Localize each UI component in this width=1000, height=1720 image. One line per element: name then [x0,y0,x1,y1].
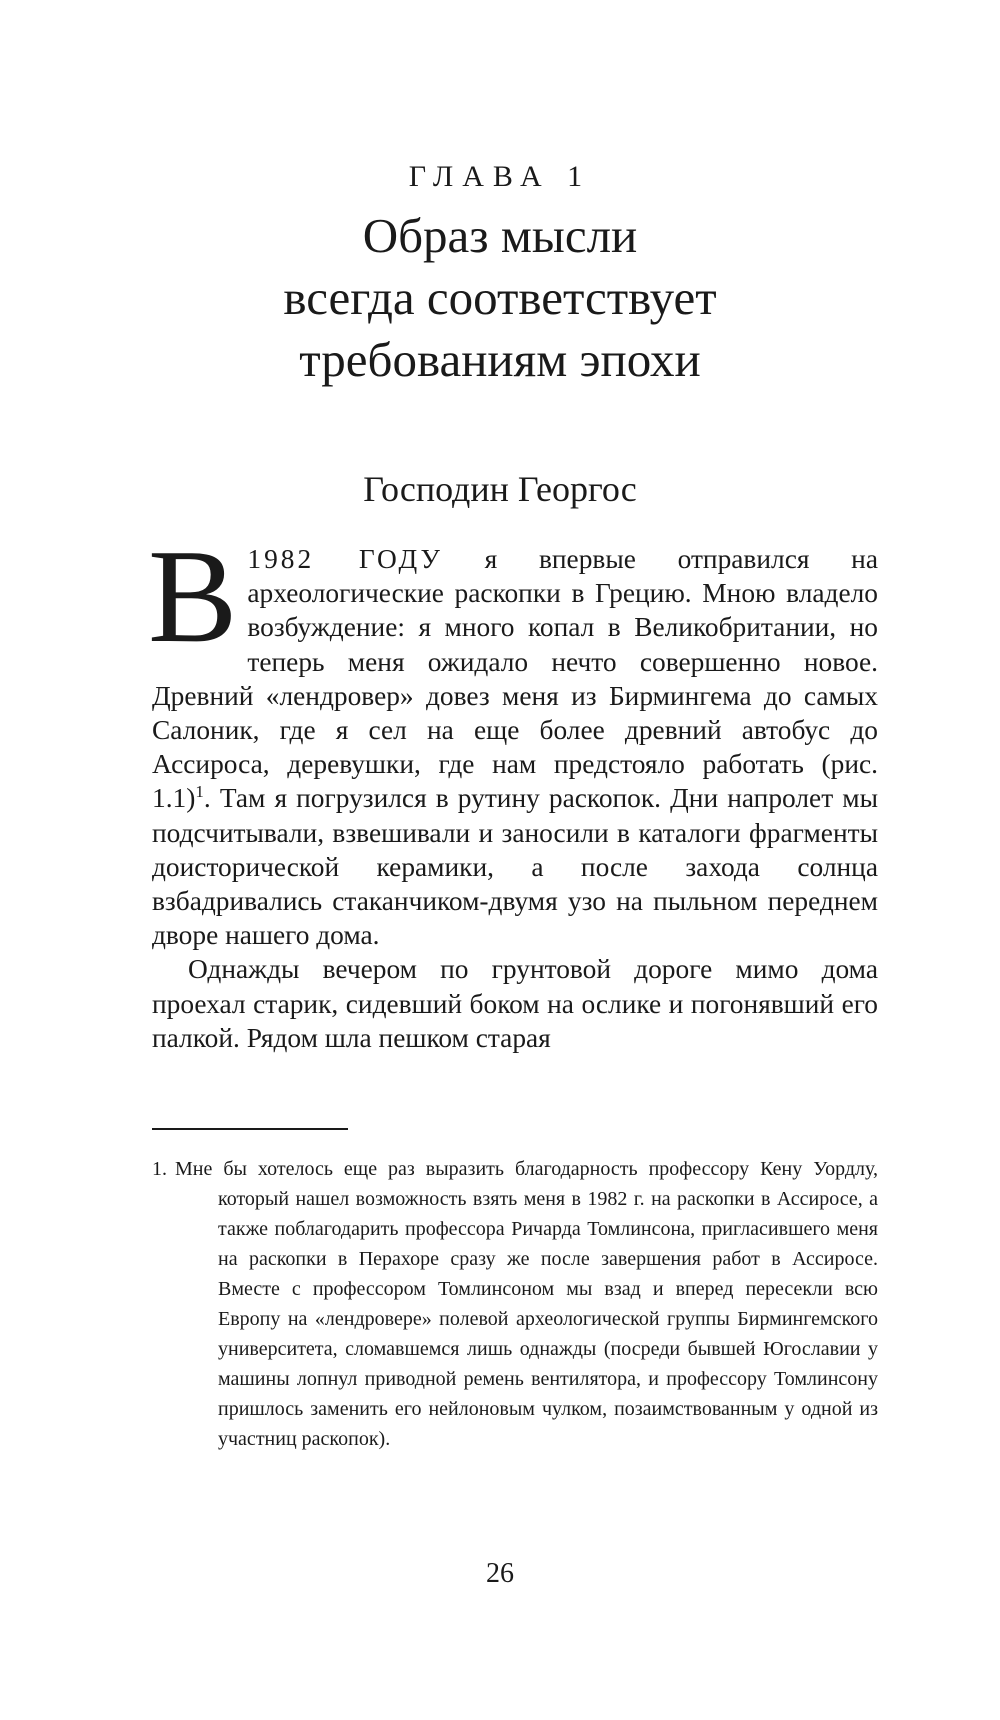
paragraph [148,522,879,952]
body-text [148,522,879,1055]
chapter-title-line: требованиям эпохи [299,332,701,387]
lead-in-smallcaps: 1982 ГОДУ [247,544,443,574]
chapter-title-line: Образ мысли [362,208,638,263]
paragraph: Однажды вечером по грунтовой дороге мимо дома проехал старик, сидевший боком на ослике и погонявший его палкой. Рядом шла пешком старая [152,954,878,1053]
footnote-reference[interactable]: 1 [195,782,204,802]
footnote-separator [152,1128,348,1130]
chapter-label: ГЛАВА 1 [408,160,592,193]
paragraph-text: я впервые отправился на археологические раскопки в Грецию. Мною владело возбуждение: я много копал в Великобритании, но теперь меня ожидало нечто совершенно новое. Древний «лендровер» довез меня из Бирмингема до самых Салоник, где я сел на еще более древний автобус до Ассироса, деревушки, где нам предстояло работать (рис. 1.1) [152,544,879,814]
section-title: Господин Георгос [363,469,637,509]
paragraph-text: . Там я погрузился в рутину раскопок. Дни напролет мы подсчитывали, взвешивали и заносили в каталоги фрагменты доисторической керамики, а после захода солнца взбадривались стаканчиком-двумя узо на пыльном переднем дворе нашего дома. [152,783,878,951]
footnote-number: 1. [152,1158,167,1180]
chapter-title [0,205,1000,391]
footnote [152,1154,878,1454]
drop-cap: В [148,522,238,670]
page-number: 26 [486,1558,514,1589]
footnotes [152,1154,878,1454]
footnote-text: Мне бы хотелось еще раз выразить благодарность профессору Кену Уордлу, который нашел возможность взять меня в 1982 г. на раскопки в Ассиросе, а также поблагодарить профессора Ричарда Томлинсона, пригласившего меня на раскопки в Перахоре сразу же после завершения работ в Ассиросе. Вместе с профессором Томлинсоном мы взад и вперед пересекли всю Европу на «лендровере» полевой археологической группы Бирмингемского университета, сломавшемся лишь однажды (посреди бывшей Югославии у машины лопнул приводной ремень вентилятора, и профессору Томлинсону пришлось заменить его нейлоновым чулком, позаимствованным у одной из участниц раскопок). [175,1158,878,1450]
chapter-title-line: всегда соответствует [283,270,717,325]
